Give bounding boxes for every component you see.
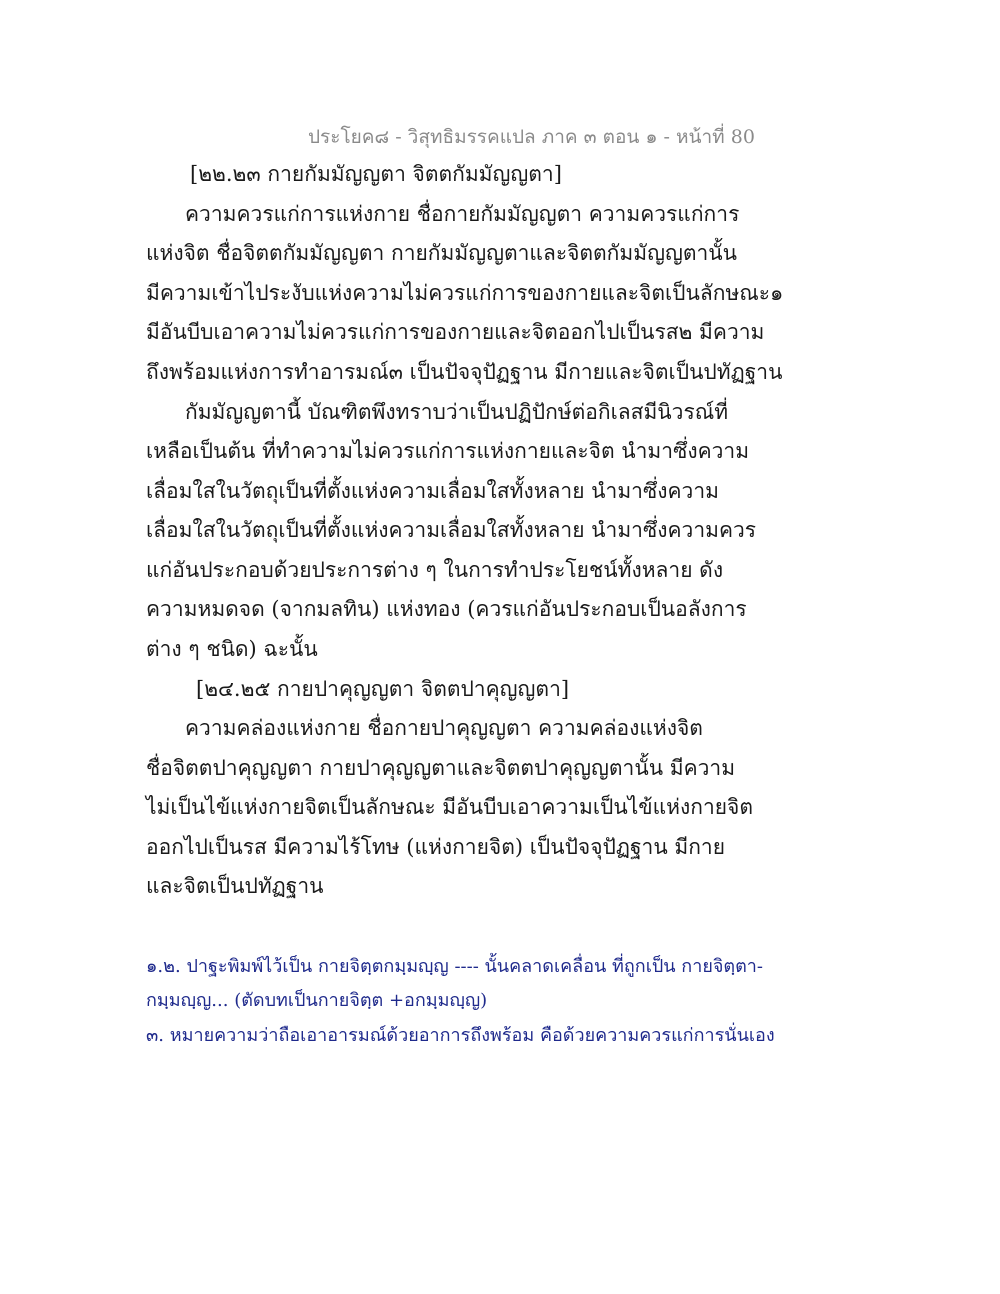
body-line: กัมมัญญตานี้ บัณฑิตพึงทราบว่าเป็นปฏิปักษ์ต่อกิเลสมีนิวรณ์ที่: [185, 400, 729, 424]
footnote: กมฺมญฺญ... (ตัดบทเป็นกายจิตฺต +อกมฺมญฺญ): [146, 990, 488, 1011]
body-line: แห่งจิต ชื่อจิตตกัมมัญญตา กายกัมมัญญตาและจิตตกัมมัญญตานั้น: [146, 241, 738, 265]
section-heading: [๒๒.๒๓ กายกัมมัญญตา จิตตกัมมัญญตา]: [190, 162, 562, 186]
body-line: เลื่อมใสในวัตถุเป็นที่ตั้งแห่งความเลื่อมใสทั้งหลาย นำมาซึ่งความ: [146, 479, 719, 503]
body-line: และจิตเป็นปทัฏฐาน: [146, 874, 324, 898]
body-line: ชื่อจิตตปาคุญญตา กายปาคุญญตาและจิตตปาคุญญตานั้น มีความ: [146, 756, 736, 780]
body-line: ต่าง ๆ ชนิด) ฉะนั้น: [146, 637, 318, 661]
body-line: ออกไปเป็นรส มีความไร้โทษ (แห่งกายจิต) เป็นปัจจุปัฏฐาน มีกาย: [146, 835, 726, 859]
footnote: ๓. หมายความว่าถือเอาอารมณ์ด้วยอาการถึงพร้อม คือด้วยความควรแก่การนั่นเอง: [146, 1025, 775, 1046]
body-line: เลื่อมใสในวัตถุเป็นที่ตั้งแห่งความเลื่อมใสทั้งหลาย นำมาซึ่งความควร: [146, 518, 757, 542]
body-line: มีอันบีบเอาความไม่ควรแก่การของกายและจิตออกไปเป็นรส๒ มีความ: [146, 320, 765, 344]
body-line: ความควรแก่การแห่งกาย ชื่อกายกัมมัญญตา ความควรแก่การ: [185, 202, 740, 226]
body-line: ไม่เป็นไข้แห่งกายจิตเป็นลักษณะ มีอันบีบเอาความเป็นไข้แห่งกายจิต: [146, 795, 753, 819]
section-heading: [๒๔.๒๕ กายปาคุญญตา จิตตปาคุญญตา]: [196, 677, 570, 701]
body-line: ความหมดจด (จากมลทิน) แห่งทอง (ควรแก่อันประกอบเป็นอลังการ: [146, 597, 747, 621]
body-line: ความคล่องแห่งกาย ชื่อกายปาคุญญตา ความคล่องแห่งจิต: [185, 716, 703, 740]
body-line: ถึงพร้อมแห่งการทำอารมณ์๓ เป็นปัจจุปัฏฐาน มีกายและจิตเป็นปทัฏฐาน: [146, 360, 783, 384]
body-line: มีความเข้าไประงับแห่งความไม่ควรแก่การของกายและจิตเป็นลักษณะ๑: [146, 281, 784, 305]
body-line: เหลือเป็นต้น ที่ทำความไม่ควรแก่การแห่งกายและจิต นำมาซึ่งความ: [146, 439, 750, 463]
body-line: แก่อันประกอบด้วยประการต่าง ๆ ในการทำประโยชน์ทั้งหลาย ดัง: [146, 558, 724, 582]
page-header: ประโยค๘ - วิสุทธิมรรคแปล ภาค ๓ ตอน ๑ - หน้าที่ 80: [308, 126, 755, 148]
footnote: ๑.๒. ปาฐะพิมพ์ไว้เป็น กายจิตฺตกมฺมญฺญ ---- นั้นคลาดเคลื่อน ที่ถูกเป็น กายจิตฺตา-: [146, 956, 763, 977]
